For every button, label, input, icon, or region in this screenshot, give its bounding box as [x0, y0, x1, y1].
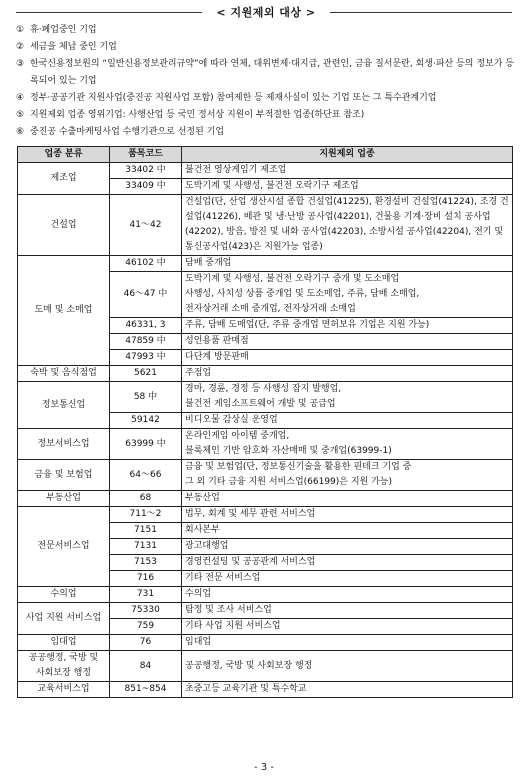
industry-cell: 금융 및 보험업	[18, 460, 110, 491]
table-row	[18, 256, 513, 272]
table-row	[18, 682, 513, 698]
table-row	[18, 429, 513, 460]
code-cell: 76	[110, 635, 182, 651]
table-row	[18, 635, 513, 651]
excluded-business-cell: 공공행정, 국방 및 사회보장 행정	[182, 651, 513, 682]
title-rule-right	[330, 12, 512, 13]
table-row	[18, 507, 513, 523]
item-text: 중진공 수출마케팅사업 수행기관으로 선정된 기업	[30, 127, 225, 137]
excluded-business-cell: 도박기계 및 사행성, 불건전 오락기구 중개 및 도소매업 사행성, 사치성 상품 중개업 및 도소매업, 주류, 담배 소매업, 전자상거래 소매 중개업, 전자상거래 소매업	[182, 272, 513, 318]
excluded-business-cell: 부동산업	[182, 491, 513, 507]
excluded-business-cell: 불건전 영상게임기 제조업	[182, 163, 513, 179]
excluded-business-cell: 담배 중개업	[182, 256, 513, 272]
list-item	[16, 39, 516, 56]
code-cell: 711～2	[110, 507, 182, 523]
industry-cell: 정보서비스업	[18, 429, 110, 460]
excluded-business-cell: 수의업	[182, 587, 513, 603]
code-cell: 46～47 中	[110, 272, 182, 318]
header-excluded: 지원제외 업종	[182, 147, 513, 163]
item-text: 한국신용정보원의 “일반신용정보관리규약”에 따라 연체, 대위변제·대지급, 관련인, 금융 질서문란, 회생·파산 등의 정보가 등록되어 있는 기업	[30, 59, 514, 86]
industry-cell: 교육서비스업	[18, 682, 110, 698]
excluded-business-cell: 탐정 및 조사 서비스업	[182, 603, 513, 619]
code-cell: 7151	[110, 523, 182, 539]
title-rule-left	[16, 12, 202, 13]
code-cell: 64～66	[110, 460, 182, 491]
excluded-business-cell: 비디오물 감상실 운영업	[182, 413, 513, 429]
industry-cell: 도매 및 소매업	[18, 256, 110, 366]
table-header-row	[18, 147, 513, 163]
code-cell: 46102 中	[110, 256, 182, 272]
code-cell: 46331, 3	[110, 318, 182, 334]
table-body	[18, 163, 513, 698]
table-row	[18, 163, 513, 179]
table-row	[18, 195, 513, 256]
table-row	[18, 491, 513, 507]
page-number: - 3 -	[254, 762, 274, 773]
code-cell: 759	[110, 619, 182, 635]
item-number: ②	[16, 42, 25, 52]
list-item	[16, 124, 516, 141]
item-text: 휴·폐업중인 기업	[30, 25, 97, 35]
excluded-business-cell: 다단계 방문판매	[182, 350, 513, 366]
item-number: ⑤	[16, 110, 25, 120]
table-row	[18, 651, 513, 682]
excluded-business-cell: 주점업	[182, 366, 513, 382]
industry-cell: 전문서비스업	[18, 507, 110, 587]
item-number: ⑥	[16, 127, 25, 137]
excluded-business-cell: 기타 전문 서비스업	[182, 571, 513, 587]
header-code: 품목코드	[110, 147, 182, 163]
code-cell: 58 中	[110, 382, 182, 413]
code-cell: 75330	[110, 603, 182, 619]
industry-cell: 공공행정, 국방 및 사회보장 행정	[18, 651, 110, 682]
code-cell: 7131	[110, 539, 182, 555]
header-industry: 업종 분류	[18, 147, 110, 163]
list-item	[16, 90, 516, 107]
item-text: 지원제외 업종 영위기업: 사행산업 등 국민 정서상 지원이 부적절한 업종(하단표 참조)	[30, 110, 365, 120]
item-number: ①	[16, 25, 25, 35]
excluded-business-cell: 도박기계 및 사행성, 불건전 오락기구 제조업	[182, 179, 513, 195]
excluded-business-cell: 법무, 회계 및 세무 관련 서비스업	[182, 507, 513, 523]
excluded-business-cell: 건설업(단, 산업 생산시설 종합 건설업(41225), 환경설비 건설업(41224), 조경 건설업(41226), 배관 및 냉·난방 공사업(42201), 건물용 기계·장비 설치 공사업(42202), 방음, 방진 및 내화 공사업(42203), 소방시설 공사업(42204), 전기 및 통신공사업(423)은 지원가능 업종)	[182, 195, 513, 256]
industry-cell: 건설업	[18, 195, 110, 256]
code-cell: 7153	[110, 555, 182, 571]
excluded-business-cell: 임대업	[182, 635, 513, 651]
code-cell: 47993 中	[110, 350, 182, 366]
list-item	[16, 107, 516, 124]
industry-cell: 숙박 및 음식점업	[18, 366, 110, 382]
code-cell: 59142	[110, 413, 182, 429]
item-text: 정부·공공기관 지원사업(중진공 지원사업 포함) 참여제한 등 제재사실이 있는 기업 또는 그 특수관계기업	[30, 93, 437, 103]
exclusion-list	[16, 22, 516, 141]
code-cell: 47859 中	[110, 334, 182, 350]
code-cell: 851~854	[110, 682, 182, 698]
list-item	[16, 56, 516, 90]
excluded-business-cell: 온라인게임 아이템 중개업, 블록체인 기반 암호화 자산매매 및 중개업(63999-1)	[182, 429, 513, 460]
table-row	[18, 460, 513, 491]
code-cell: 33409 中	[110, 179, 182, 195]
code-cell: 731	[110, 587, 182, 603]
excluded-business-cell: 회사본부	[182, 523, 513, 539]
industry-cell: 정보통신업	[18, 382, 110, 429]
industry-cell: 수의업	[18, 587, 110, 603]
list-item	[16, 22, 516, 39]
code-cell: 63999 中	[110, 429, 182, 460]
table-row	[18, 603, 513, 619]
excluded-business-cell: 광고대행업	[182, 539, 513, 555]
excluded-business-cell: 초중고등 교육기관 및 특수학교	[182, 682, 513, 698]
excluded-business-cell: 경영컨설팅 및 공공관계 서비스업	[182, 555, 513, 571]
code-cell: 5621	[110, 366, 182, 382]
industry-cell: 제조업	[18, 163, 110, 195]
excluded-business-cell: 주류, 담배 도매업(단, 주류 중개업 면허보유 기업은 지원 가능)	[182, 318, 513, 334]
code-cell: 84	[110, 651, 182, 682]
excluded-business-cell: 경마, 경륜, 경정 등 사행성 잡지 발행업, 불건전 게임소프트웨어 개발 및 공급업	[182, 382, 513, 413]
code-cell: 68	[110, 491, 182, 507]
code-cell: 716	[110, 571, 182, 587]
industry-cell: 부동산업	[18, 491, 110, 507]
industry-cell: 사업 지원 서비스업	[18, 603, 110, 635]
item-number: ③	[16, 59, 25, 69]
code-cell: 41～42	[110, 195, 182, 256]
excluded-business-cell: 기타 사업 지원 서비스업	[182, 619, 513, 635]
table-row	[18, 382, 513, 413]
industry-cell: 임대업	[18, 635, 110, 651]
code-cell: 33402 中	[110, 163, 182, 179]
item-text: 세금을 체납 중인 기업	[30, 42, 117, 52]
table-row	[18, 366, 513, 382]
excluded-business-cell: 금융 및 보험업(단, 정보통신기술을 활용한 핀테크 기업 중 그 외 기타 금융 지원 서비스업(66199)은 지원 가능)	[182, 460, 513, 491]
section-title	[16, 4, 512, 20]
excluded-business-cell: 성인용품 판매점	[182, 334, 513, 350]
excluded-industries-table	[17, 146, 513, 698]
section-title-text: < 지원제외 대상 >	[216, 6, 316, 19]
item-number: ④	[16, 93, 25, 103]
table-row	[18, 587, 513, 603]
